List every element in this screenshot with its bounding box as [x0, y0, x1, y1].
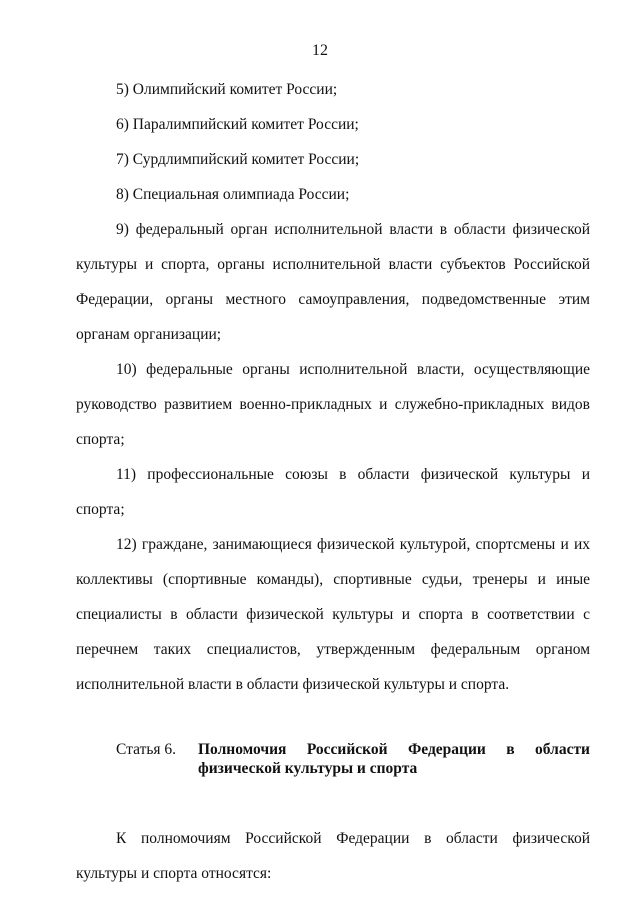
closing-paragraph: К полномочиям Российской Федерации в области физической культуры и спорта относятся: — [76, 830, 590, 882]
list-item: 10) федеральные органы исполнительной власти, осуществляющие руководство развитием военно-прикладных и служебно-прикладных видов спорта; — [76, 361, 590, 448]
list-item: 11) профессиональные союзы в области физической культуры и спорта; — [76, 466, 590, 518]
article-title-line: физической культуры и спорта — [198, 760, 418, 777]
list-item: 9) федеральный орган исполнительной власти в области физической культуры и спорта, органы исполнительной власти субъектов Российской Федерации, органы местного самоуправления, подведомственные этим органам организации; — [76, 221, 590, 343]
article-title — [198, 740, 590, 778]
article-title-line: Полномочия Российской Федерации в области — [198, 741, 590, 758]
list-item: 6) Паралимпийский комитет России; — [116, 116, 359, 133]
list-item: 5) Олимпийский комитет России; — [116, 81, 338, 98]
list-item: 8) Специальная олимпиада России; — [116, 186, 350, 203]
article-heading — [76, 740, 590, 778]
list-item: 12) граждане, занимающиеся физической культурой, спортсмены и их коллективы (спортивные команды), спортивные судьи, тренеры и иные специалисты в области физической культуры и спорта в соответствии с перечнем таких специалистов, утвержденным федеральным органом исполнительной власти в области физической культуры и спорта. — [76, 536, 590, 693]
article-label: Статья 6. — [116, 741, 177, 758]
document-body — [76, 72, 590, 891]
page-number: 12 — [312, 42, 328, 59]
list-item: 7) Сурдлимпийский комитет России; — [116, 151, 360, 168]
